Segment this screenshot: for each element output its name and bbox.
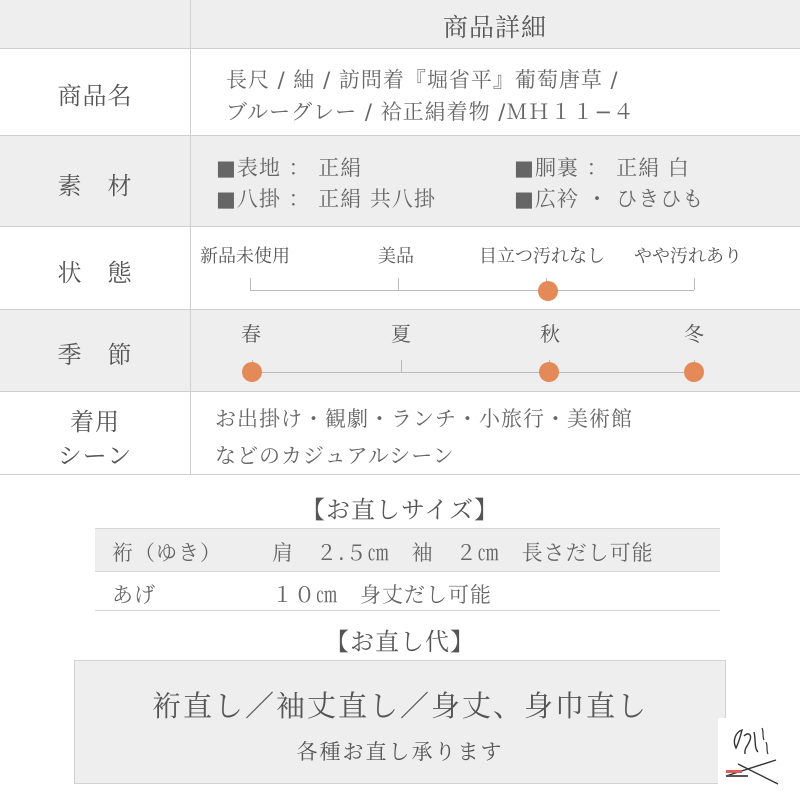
size-table-rule [95,610,720,611]
season-scale-track [252,372,694,373]
product-name-line2: ブルーグレー / 袷正絹着物 /ＭＨ１１−４ [226,100,635,124]
condition-label: 状 態 [57,259,133,287]
season-marker-autumn [539,362,559,382]
condition-marker [538,281,558,301]
fee-section-title: 【お直し代】 [325,628,475,656]
condition-option: 目立つ汚れなし [479,246,605,267]
row-divider [0,309,800,310]
size-row-label: あげ [112,583,156,607]
condition-tick [398,278,399,290]
row-divider [0,474,800,475]
row-divider [0,391,800,392]
season-marker-winter [684,362,704,382]
row-divider [0,48,800,49]
product-name-line1: 長尺 / 紬 / 訪問着『堀省平』葡萄唐草 / [226,68,619,92]
size-table-rule [95,571,720,572]
occasion-line1: お出掛け・観劇・ランチ・小旅行・美術館 [215,407,633,431]
condition-option: 美品 [378,246,414,267]
size-section-title: 【お直しサイズ】 [300,496,500,524]
row-divider [0,226,800,227]
occasion-label-line1: 着用 [70,408,120,436]
brand-logo-mark [718,718,784,788]
page-title: 商品詳細 [442,13,547,42]
material-item: ■胴裏 ： 正絹 白 [514,156,690,180]
condition-scale-track [250,290,694,291]
material-item: ■八掛 ： 正絹 共八掛 [216,187,436,211]
season-tick [401,360,402,372]
season-option: 春 [241,322,261,346]
column-divider [190,0,191,474]
season-option: 夏 [391,322,411,346]
season-label: 季 節 [57,341,133,369]
size-row-value: 肩 ２.５㎝ 袖 ２㎝ 長さだし可能 [272,541,654,565]
size-row-label: 裄（ゆき） [112,541,222,565]
brand-logo [718,718,784,788]
condition-option: やや汚れあり [634,246,742,267]
occasion-label-line2: シーン [57,442,133,470]
material-label: 素 材 [57,172,133,200]
fee-sub-text: 各種お直し承ります [296,740,504,764]
condition-tick [250,278,251,290]
material-item: ■表地 ： 正絹 [216,156,363,180]
product-name-label: 商品名 [57,82,133,110]
season-option: 冬 [684,322,704,346]
condition-tick [694,278,695,290]
condition-option: 新品未使用 [200,246,290,267]
size-row-value: １０㎝ 身丈だし可能 [272,583,492,607]
fee-main-text: 裄直し／袖丈直し／身丈、身巾直し [151,689,648,723]
occasion-line2: などのカジュアルシーン [215,444,455,468]
season-marker-spring [242,362,262,382]
material-item: ■広衿 ・ ひきひも [514,187,705,211]
row-divider [0,135,800,136]
season-option: 秋 [540,322,560,346]
